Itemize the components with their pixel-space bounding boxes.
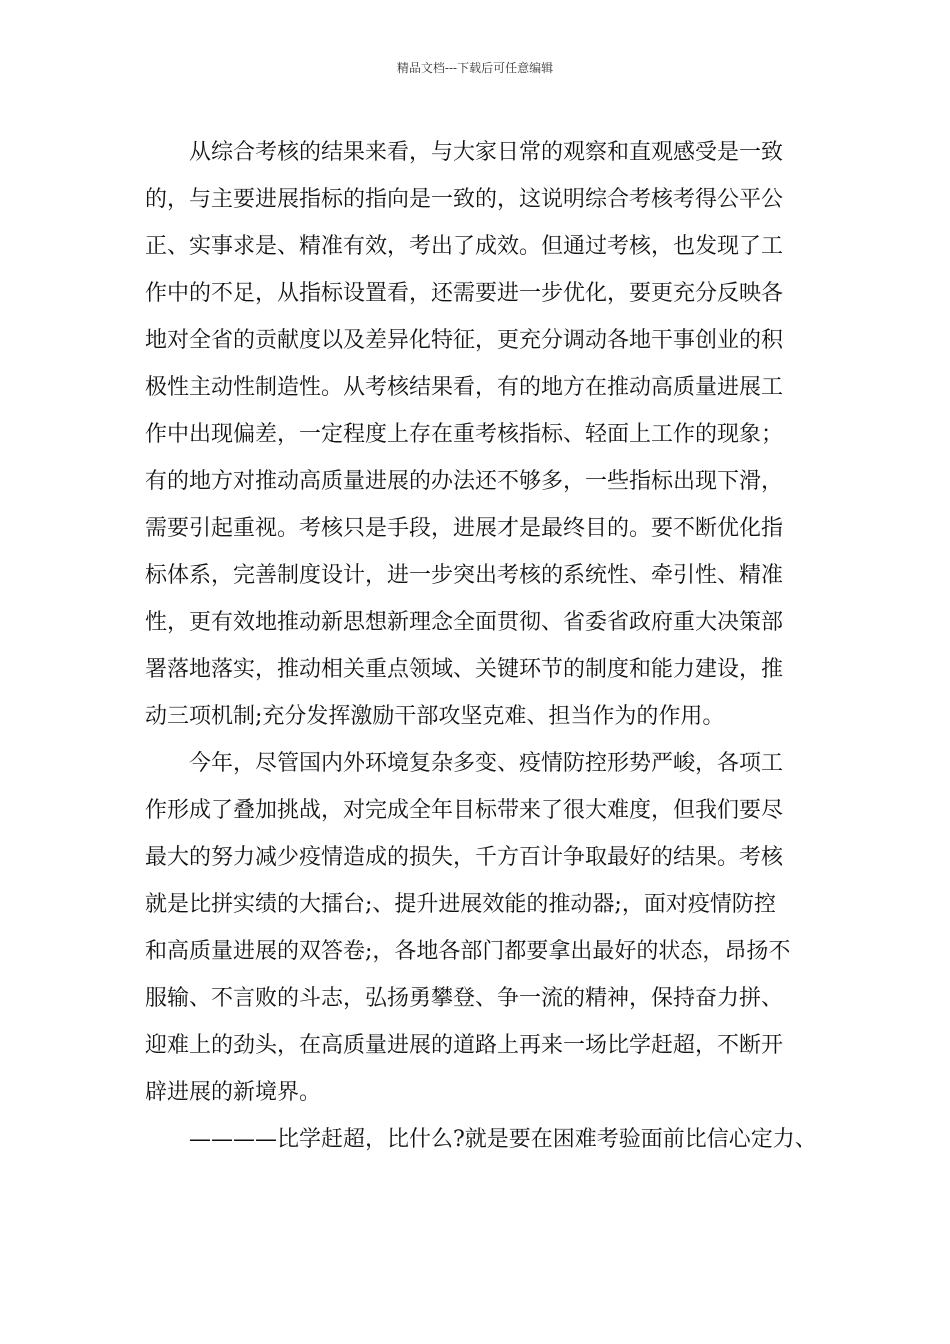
text-line: 需要引起重视。考核只是手段，进展才是最终目的。要不断优化指	[145, 516, 784, 541]
paragraph-1	[145, 129, 809, 740]
paragraph-3	[145, 1116, 817, 1163]
text-line: 就是比拼实绩的大擂台;、提升进展效能的推动器;，面对疫情防控	[145, 892, 776, 917]
text-line: ————比学赶超，比什么?就是要在困难考验面前比信心定力、	[189, 1127, 817, 1152]
text-line: 署落地落实，推动相关重点领域、关键环节的制度和能力建设，推	[145, 657, 784, 682]
text-line: 迎难上的劲头，在高质量进展的道路上再来一场比学赶超，不断开	[145, 1033, 784, 1058]
paragraph-2	[145, 740, 809, 1116]
text-line: 极性主动性制造性。从考核结果看，有的地方在推动高质量进展工	[145, 375, 784, 400]
text-line: 服输、不言败的斗志，弘扬勇攀登、争一流的精神，保持奋力拼、	[145, 986, 784, 1011]
text-line: 辟进展的新境界。	[145, 1080, 322, 1105]
text-line: 正、实事求是、精准有效，考出了成效。但通过考核，也发现了工	[145, 234, 784, 259]
text-line: 性，更有效地推动新思想新理念全面贯彻、省委省政府重大决策部	[145, 610, 784, 635]
text-line: 作中出现偏差，一定程度上存在重考核指标、轻面上工作的现象；	[145, 422, 784, 447]
document-body	[145, 129, 817, 1163]
text-line: 作形成了叠加挑战，对完成全年目标带来了很大难度，但我们要尽	[145, 798, 784, 823]
text-line: 今年，尽管国内外环境复杂多变、疫情防控形势严峻，各项工	[189, 751, 784, 776]
text-line: 动三项机制;充分发挥激励干部攻坚克难、担当作为的作用。	[145, 704, 725, 729]
text-line: 标体系，完善制度设计，进一步突出考核的系统性、牵引性、精准	[145, 563, 784, 588]
text-line: 和高质量进展的双答卷;，各地各部门都要拿出最好的状态，昂扬不	[145, 939, 791, 964]
text-line: 作中的不足，从指标设置看，还需要进一步优化，要更充分反映各	[145, 281, 784, 306]
text-line: 有的地方对推动高质量进展的办法还不够多，一些指标出现下滑，	[145, 469, 784, 494]
text-line: 地对全省的贡献度以及差异化特征，更充分调动各地干事创业的积	[145, 328, 784, 353]
text-line: 的，与主要进展指标的指向是一致的，这说明综合考核考得公平公	[145, 187, 784, 212]
page-header: 精品文档---下载后可任意编辑	[396, 61, 554, 75]
text-line: 最大的努力减少疫情造成的损失，千方百计争取最好的结果。考核	[145, 845, 784, 870]
text-line: 从综合考核的结果来看，与大家日常的观察和直观感受是一致	[189, 140, 784, 165]
